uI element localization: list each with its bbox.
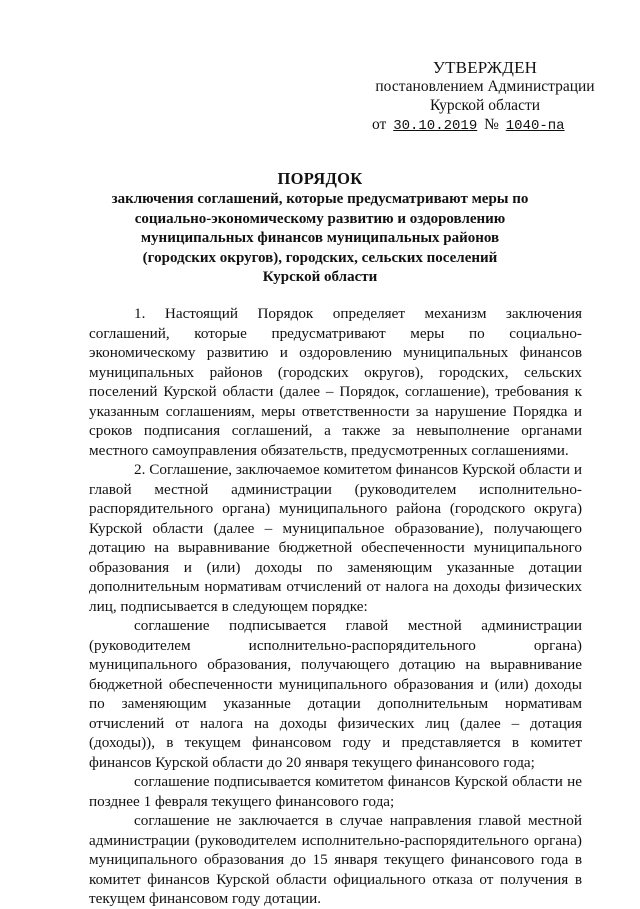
approval-date-line xyxy=(360,115,610,136)
approval-line-1: постановлением Администрации xyxy=(375,78,595,95)
approval-stamp xyxy=(360,58,610,136)
subtitle-line: заключения соглашений, которые предусматривают меры по xyxy=(111,191,529,207)
paragraph: соглашение подписывается комитетом финансов Курской области не позднее 1 февраля текущего финансового года; xyxy=(89,773,582,810)
approval-line-2: Курской области xyxy=(429,97,541,114)
paragraph: 1. Настоящий Порядок определяет механизм заключения соглашений, которые предусматривают меры по социально-экономическому развитию и оздоровлению муниципальных финансов муниципальных районов (городских округов), городских, сельских поселений Курской области (далее – Порядок, соглашение), требования к указанным соглашениям, меры ответственности за нарушение Порядка и сроков подписания соглашений, а также за невыполнение органами местного самоуправления обязательств, предусмотренных соглашениями. xyxy=(89,305,582,459)
paragraph: соглашение не заключается в случае направления главой местной администрации (руководителем исполнительно-распорядительного органа) муниципального образования до 15 января текущего финансового года в комитет финансов Курской области официального отказа от получения в текущем финансовом году дотации. xyxy=(89,812,582,907)
subtitle-line: (городских округов), городских, сельских поселений xyxy=(142,249,498,266)
number-prefix: № xyxy=(484,116,499,133)
subtitle-line: муниципальных финансов муниципальных районов xyxy=(140,230,500,246)
document-body xyxy=(89,304,582,909)
approval-title: УТВЕРЖДЕН xyxy=(432,58,538,77)
date-prefix: от xyxy=(372,116,387,133)
approval-date: 30.10.2019 xyxy=(393,118,478,134)
subtitle-line: социально-экономическому развитию и оздоровлению xyxy=(134,210,506,227)
paragraph: 2. Соглашение, заключаемое комитетом финансов Курской области и главой местной администрации (руководителем исполнительно-распорядительного органа) муниципального района (городского округа) Курской области (далее – муниципальное образование), получающего дотацию на выравнивание бюджетной обеспеченности муниципального образования и (или) доходы по заменяющим указанные дотации дополнительным нормативам отчислений от налога на доходы физических лиц, подписывается в следующем порядке: xyxy=(89,461,582,615)
document-title: ПОРЯДОК xyxy=(277,169,363,188)
document-heading xyxy=(95,168,545,288)
paragraph: соглашение подписывается главой местной администрации (руководителем исполнительно-распорядительного органа) муниципального образования, получающего дотацию на выравнивание бюджетной обеспеченности муниципального образования и (или) доходы по заменяющим указанные дотации дополнительным нормативам отчислений от налога на доходы физических лиц (далее – дотация (доходы)), в текущем финансовом году и представляется в комитет финансов Курской области до 20 января текущего финансового года; xyxy=(89,617,582,771)
approval-number: 1040-па xyxy=(505,118,565,134)
subtitle-line: Курской области xyxy=(262,269,378,285)
